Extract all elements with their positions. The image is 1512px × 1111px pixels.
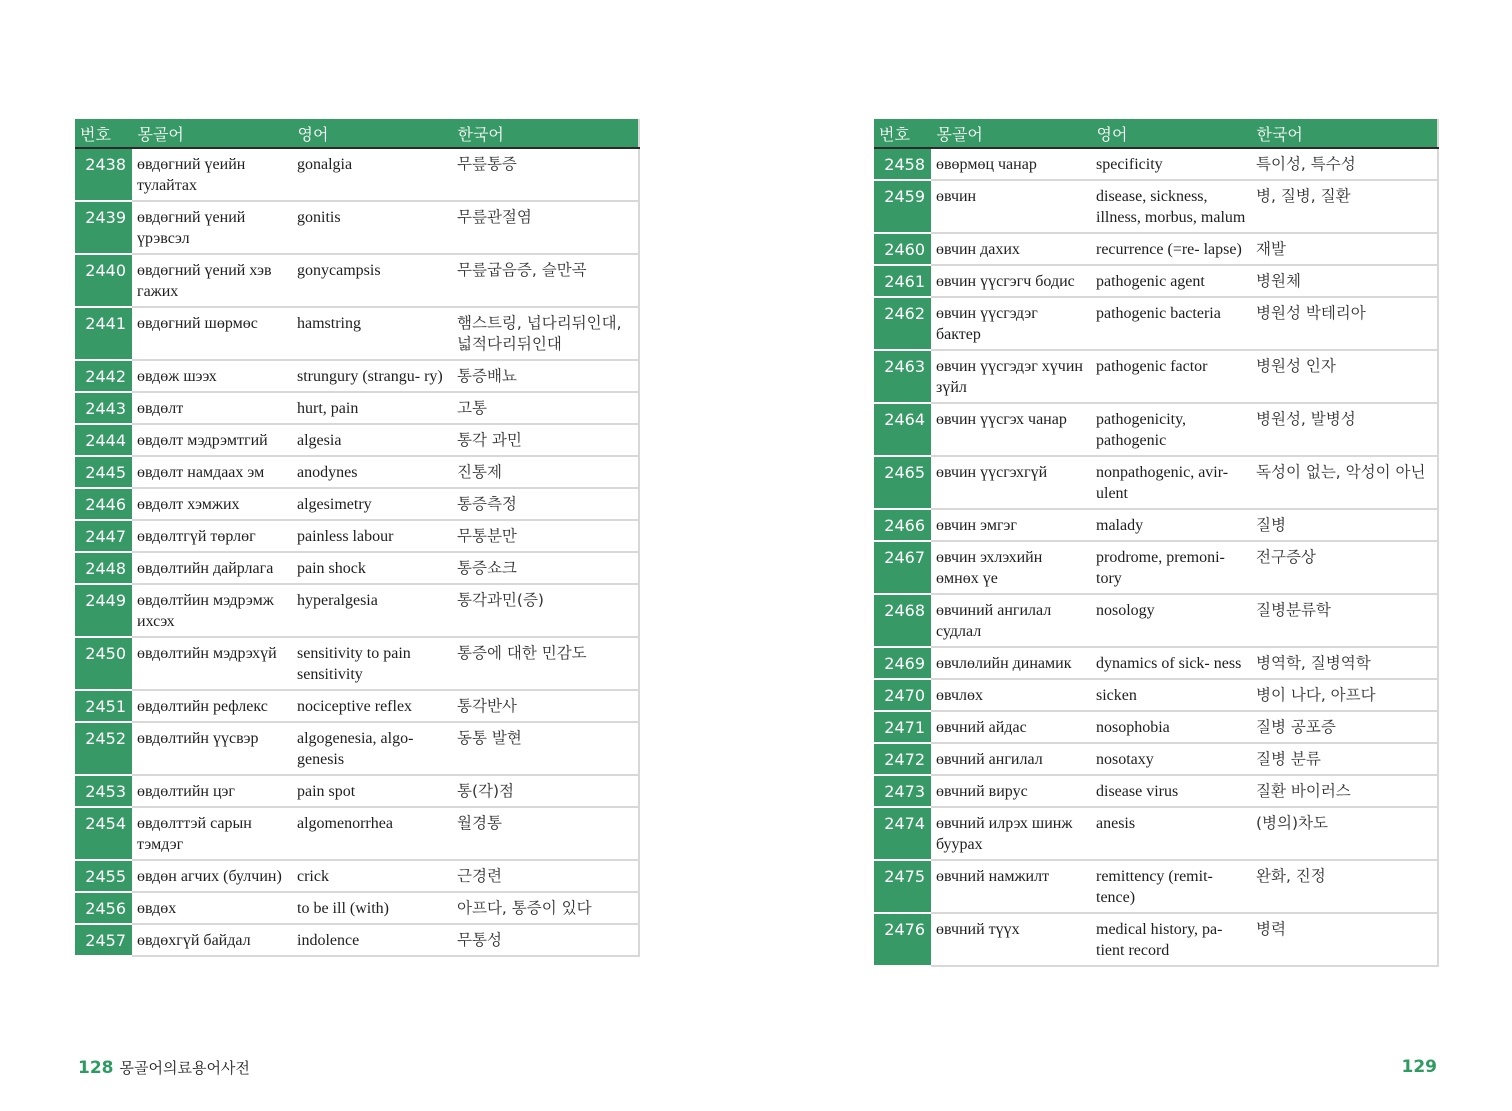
entry-number: 2449 xyxy=(75,584,132,637)
table-row xyxy=(75,360,639,392)
korean-term: 병원체 xyxy=(1251,265,1438,297)
entry-number: 2443 xyxy=(75,392,132,424)
mongolian-term: өвдөлт мэдрэмтгий xyxy=(132,424,292,456)
entry-number: 2461 xyxy=(874,265,931,297)
table-row xyxy=(75,520,639,552)
entry-number: 2452 xyxy=(75,722,132,775)
korean-term: 햄스트링, 넙다리뒤인대, 넓적다리뒤인대 xyxy=(452,307,639,360)
korean-term: 무통성 xyxy=(452,924,639,956)
korean-term: 병원성 박테리아 xyxy=(1251,297,1438,350)
korean-term: 완화, 진정 xyxy=(1251,860,1438,913)
english-term: pathogenic agent xyxy=(1091,265,1251,297)
entry-number: 2476 xyxy=(874,913,931,966)
korean-term: 통각 과민 xyxy=(452,424,639,456)
mongolian-term: өвдөгний үений хэв гажих xyxy=(132,254,292,307)
table-row xyxy=(874,509,1438,541)
mongolian-term: өвчний айдас xyxy=(931,711,1091,743)
english-term: pathogenicity, pathogenic xyxy=(1091,403,1251,456)
korean-term: 질병 xyxy=(1251,509,1438,541)
english-term: disease, sickness, illness, morbus, malum xyxy=(1091,180,1251,233)
mongolian-term: өвдөх xyxy=(132,892,292,924)
table-header-row xyxy=(874,119,1438,148)
mongolian-term: өвдөлтгүй төрлөг xyxy=(132,520,292,552)
korean-term: 통각반사 xyxy=(452,690,639,722)
english-term: crick xyxy=(292,860,452,892)
korean-term: 아프다, 통증이 있다 xyxy=(452,892,639,924)
entry-number: 2465 xyxy=(874,456,931,509)
header-english: 영어 xyxy=(1091,119,1251,148)
header-korean: 한국어 xyxy=(1251,119,1438,148)
korean-term: 독성이 없는, 악성이 아닌 xyxy=(1251,456,1438,509)
entry-number: 2470 xyxy=(874,679,931,711)
english-term: remittency (remit- tence) xyxy=(1091,860,1251,913)
korean-term: 질환 바이러스 xyxy=(1251,775,1438,807)
mongolian-term: өвчин үүсгэхгүй xyxy=(931,456,1091,509)
mongolian-term: өвчний намжилт xyxy=(931,860,1091,913)
mongolian-term: өвдөлт xyxy=(132,392,292,424)
entry-number: 2446 xyxy=(75,488,132,520)
english-term: pathogenic factor xyxy=(1091,350,1251,403)
mongolian-term: өвдөгний үений үрэвсэл xyxy=(132,201,292,254)
mongolian-term: өвдөгний шөрмөс xyxy=(132,307,292,360)
english-term: nonpathogenic, avir- ulent xyxy=(1091,456,1251,509)
mongolian-term: өвчин эхлэхийн өмнөх үе xyxy=(931,541,1091,594)
mongolian-term: өвдөлтийн цэг xyxy=(132,775,292,807)
table-row xyxy=(874,860,1438,913)
entry-number: 2455 xyxy=(75,860,132,892)
mongolian-term: өвчин үүсгэх чанар xyxy=(931,403,1091,456)
mongolian-term: өвчин xyxy=(931,180,1091,233)
english-term: malady xyxy=(1091,509,1251,541)
table-row xyxy=(874,743,1438,775)
table-row xyxy=(874,233,1438,265)
entry-number: 2457 xyxy=(75,924,132,956)
entry-number: 2473 xyxy=(874,775,931,807)
mongolian-term: өвдөхгүй байдал xyxy=(132,924,292,956)
english-term: gonalgia xyxy=(292,148,452,201)
entry-number: 2464 xyxy=(874,403,931,456)
english-term: hurt, pain xyxy=(292,392,452,424)
table-row xyxy=(874,180,1438,233)
table-row xyxy=(874,350,1438,403)
table-row xyxy=(75,584,639,637)
korean-term: 통증배뇨 xyxy=(452,360,639,392)
entry-number: 2456 xyxy=(75,892,132,924)
mongolian-term: өвдөлтийн рефлекс xyxy=(132,690,292,722)
mongolian-term: өвдөлтийн үүсвэр xyxy=(132,722,292,775)
mongolian-term: өвдөлт намдаах эм xyxy=(132,456,292,488)
english-term: indolence xyxy=(292,924,452,956)
korean-term: 통(각)점 xyxy=(452,775,639,807)
korean-term: 무통분만 xyxy=(452,520,639,552)
mongolian-term: өвдөлт хэмжих xyxy=(132,488,292,520)
entry-number: 2450 xyxy=(75,637,132,690)
table-row xyxy=(874,807,1438,860)
korean-term: 통증쇼크 xyxy=(452,552,639,584)
entry-number: 2445 xyxy=(75,456,132,488)
footer-left xyxy=(78,1057,250,1078)
dictionary-table-left xyxy=(75,119,640,957)
english-term: gonycampsis xyxy=(292,254,452,307)
korean-term: 병이 나다, 아프다 xyxy=(1251,679,1438,711)
mongolian-term: өвөрмөц чанар xyxy=(931,148,1091,180)
english-term: anodynes xyxy=(292,456,452,488)
table-row xyxy=(75,722,639,775)
entry-number: 2468 xyxy=(874,594,931,647)
table-row xyxy=(75,860,639,892)
english-term: pain shock xyxy=(292,552,452,584)
header-number: 번호 xyxy=(75,119,132,148)
table-row xyxy=(874,775,1438,807)
mongolian-term: өвчин үүсгэгч бодис xyxy=(931,265,1091,297)
english-term: specificity xyxy=(1091,148,1251,180)
korean-term: 특이성, 특수성 xyxy=(1251,148,1438,180)
mongolian-term: өвчин үүсгэдэг хүчин зүйл xyxy=(931,350,1091,403)
english-term: sicken xyxy=(1091,679,1251,711)
table-row xyxy=(75,892,639,924)
entry-number: 2441 xyxy=(75,307,132,360)
entry-number: 2454 xyxy=(75,807,132,860)
table-row xyxy=(75,307,639,360)
table-row xyxy=(75,148,639,201)
korean-term: 병역학, 질병역학 xyxy=(1251,647,1438,679)
table-row xyxy=(75,552,639,584)
header-korean: 한국어 xyxy=(452,119,639,148)
mongolian-term: өвчин эмгэг xyxy=(931,509,1091,541)
english-term: algogenesia, algo- genesis xyxy=(292,722,452,775)
english-term: hyperalgesia xyxy=(292,584,452,637)
english-term: hamstring xyxy=(292,307,452,360)
table-header-row xyxy=(75,119,639,148)
table-body-left xyxy=(75,148,639,956)
header-mongolian: 몽골어 xyxy=(132,119,292,148)
header-number: 번호 xyxy=(874,119,931,148)
entry-number: 2447 xyxy=(75,520,132,552)
table-row xyxy=(75,807,639,860)
korean-term: 전구증상 xyxy=(1251,541,1438,594)
entry-number: 2439 xyxy=(75,201,132,254)
entry-number: 2459 xyxy=(874,180,931,233)
mongolian-term: өвчин дахих xyxy=(931,233,1091,265)
english-term: anesis xyxy=(1091,807,1251,860)
entry-number: 2451 xyxy=(75,690,132,722)
mongolian-term: өвдөн агчих (булчин) xyxy=(132,860,292,892)
entry-number: 2460 xyxy=(874,233,931,265)
mongolian-term: өвчиний ангилал судлал xyxy=(931,594,1091,647)
english-term: nosophobia xyxy=(1091,711,1251,743)
english-term: pathogenic bacteria xyxy=(1091,297,1251,350)
book-title: 몽골어의료용어사전 xyxy=(119,1059,250,1077)
english-term: painless labour xyxy=(292,520,452,552)
korean-term: 무릎관절염 xyxy=(452,201,639,254)
korean-term: 진통제 xyxy=(452,456,639,488)
entry-number: 2458 xyxy=(874,148,931,180)
english-term: disease virus xyxy=(1091,775,1251,807)
english-term: nosotaxy xyxy=(1091,743,1251,775)
korean-term: 병원성, 발병성 xyxy=(1251,403,1438,456)
table-row xyxy=(874,148,1438,180)
entry-number: 2469 xyxy=(874,647,931,679)
entry-number: 2472 xyxy=(874,743,931,775)
english-term: algomenorrhea xyxy=(292,807,452,860)
english-term: to be ill (with) xyxy=(292,892,452,924)
table-row xyxy=(75,201,639,254)
table-body-right xyxy=(874,148,1438,966)
table-row xyxy=(874,711,1438,743)
table-row xyxy=(874,541,1438,594)
korean-term: 통증측정 xyxy=(452,488,639,520)
korean-term: 재발 xyxy=(1251,233,1438,265)
entry-number: 2467 xyxy=(874,541,931,594)
korean-term: 병원성 인자 xyxy=(1251,350,1438,403)
korean-term: 무릎통증 xyxy=(452,148,639,201)
table-row xyxy=(75,424,639,456)
korean-term: 질병 분류 xyxy=(1251,743,1438,775)
english-term: medical history, pa- tient record xyxy=(1091,913,1251,966)
korean-term: (병의)차도 xyxy=(1251,807,1438,860)
table-row xyxy=(874,297,1438,350)
page-number-right: 129 xyxy=(1401,1057,1437,1077)
entry-number: 2453 xyxy=(75,775,132,807)
english-term: nociceptive reflex xyxy=(292,690,452,722)
table-row xyxy=(75,775,639,807)
table-row xyxy=(75,456,639,488)
entry-number: 2474 xyxy=(874,807,931,860)
entry-number: 2471 xyxy=(874,711,931,743)
mongolian-term: өвчин үүсгэдэг бактер xyxy=(931,297,1091,350)
table-row xyxy=(874,594,1438,647)
table-row xyxy=(75,488,639,520)
mongolian-term: өвдөгний үеийн тулайтах xyxy=(132,148,292,201)
korean-term: 근경련 xyxy=(452,860,639,892)
korean-term: 고통 xyxy=(452,392,639,424)
english-term: pain spot xyxy=(292,775,452,807)
entry-number: 2440 xyxy=(75,254,132,307)
english-term: dynamics of sick- ness xyxy=(1091,647,1251,679)
english-term: prodrome, premoni- tory xyxy=(1091,541,1251,594)
table-row xyxy=(874,913,1438,966)
table-row xyxy=(874,456,1438,509)
entry-number: 2466 xyxy=(874,509,931,541)
korean-term: 병력 xyxy=(1251,913,1438,966)
korean-term: 질병 공포증 xyxy=(1251,711,1438,743)
mongolian-term: өвдөлтйин мэдрэмж ихсэх xyxy=(132,584,292,637)
korean-term: 월경통 xyxy=(452,807,639,860)
entry-number: 2438 xyxy=(75,148,132,201)
table-row xyxy=(874,679,1438,711)
korean-term: 통증에 대한 민감도 xyxy=(452,637,639,690)
table-row xyxy=(874,265,1438,297)
entry-number: 2475 xyxy=(874,860,931,913)
page-number-left: 128 xyxy=(78,1058,114,1078)
korean-term: 무릎굽음증, 슬만곡 xyxy=(452,254,639,307)
english-term: algesia xyxy=(292,424,452,456)
mongolian-term: өвчний вирус xyxy=(931,775,1091,807)
korean-term: 통각과민(증) xyxy=(452,584,639,637)
korean-term: 동통 발현 xyxy=(452,722,639,775)
english-term: sensitivity to pain sensitivity xyxy=(292,637,452,690)
mongolian-term: өвдөлтийн дайрлага xyxy=(132,552,292,584)
mongolian-term: өвчний түүх xyxy=(931,913,1091,966)
entry-number: 2462 xyxy=(874,297,931,350)
mongolian-term: өвдөлтийн мэдрэхүй xyxy=(132,637,292,690)
mongolian-term: өвчний ангилал xyxy=(931,743,1091,775)
english-term: algesimetry xyxy=(292,488,452,520)
korean-term: 병, 질병, 질환 xyxy=(1251,180,1438,233)
mongolian-term: өвдөж шээх xyxy=(132,360,292,392)
table-row xyxy=(874,647,1438,679)
entry-number: 2448 xyxy=(75,552,132,584)
entry-number: 2442 xyxy=(75,360,132,392)
dictionary-table-right xyxy=(874,119,1439,967)
mongolian-term: өвчний илрэх шинж буурах xyxy=(931,807,1091,860)
english-term: nosology xyxy=(1091,594,1251,647)
english-term: recurrence (=re- lapse) xyxy=(1091,233,1251,265)
table-row xyxy=(75,924,639,956)
mongolian-term: өвчлөх xyxy=(931,679,1091,711)
header-english: 영어 xyxy=(292,119,452,148)
table-row xyxy=(874,403,1438,456)
table-row xyxy=(75,637,639,690)
table-row xyxy=(75,392,639,424)
entry-number: 2444 xyxy=(75,424,132,456)
table-row xyxy=(75,254,639,307)
mongolian-term: өвчлөлийн динамик xyxy=(931,647,1091,679)
korean-term: 질병분류학 xyxy=(1251,594,1438,647)
entry-number: 2463 xyxy=(874,350,931,403)
english-term: gonitis xyxy=(292,201,452,254)
table-row xyxy=(75,690,639,722)
mongolian-term: өвдөлттэй сарын тэмдэг xyxy=(132,807,292,860)
header-mongolian: 몽골어 xyxy=(931,119,1091,148)
english-term: strungury (strangu- ry) xyxy=(292,360,452,392)
